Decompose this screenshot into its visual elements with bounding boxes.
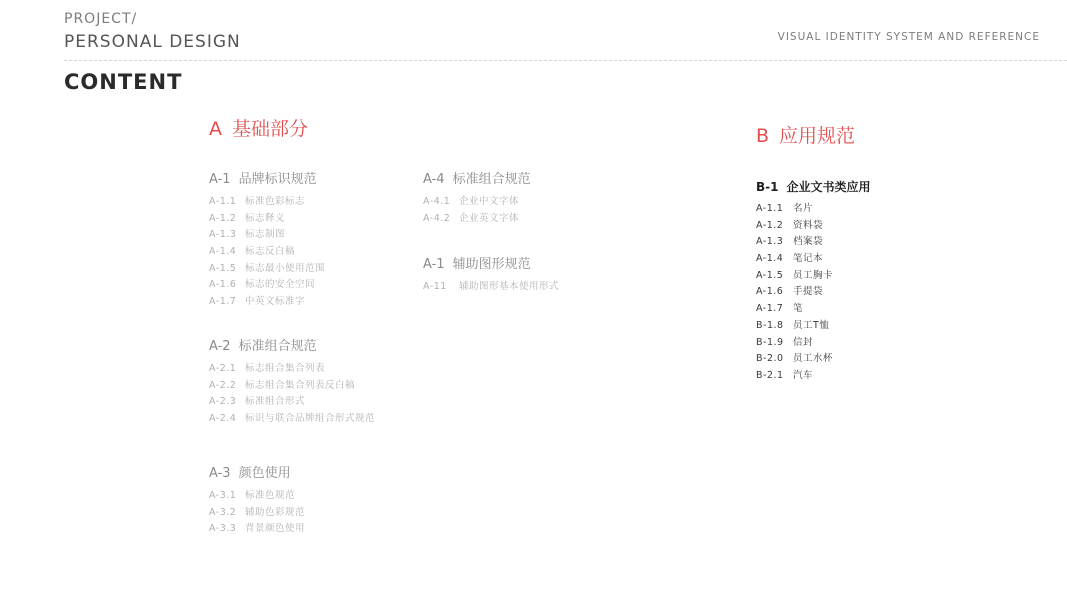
group-title: 标准组合规范 (238, 339, 317, 354)
item-label: 资料袋 (793, 219, 824, 231)
group-a1-auxiliary (423, 255, 559, 296)
group-title: 辅助图形规范 (452, 257, 531, 272)
item-number: A-4.2 (423, 212, 451, 224)
item-label: 中英文标准字 (245, 296, 306, 308)
group-code: B-1 (756, 180, 779, 194)
item-list (209, 194, 325, 311)
item-label: 标准色彩标志 (245, 196, 306, 207)
list-item (756, 335, 871, 352)
section-a-title: 基础部分 (232, 118, 309, 140)
group-a2 (209, 337, 375, 428)
group-heading (209, 337, 375, 357)
item-number: A-2.2 (209, 379, 237, 391)
item-label: 标准组合形式 (245, 396, 306, 408)
item-list (209, 488, 305, 538)
item-list (756, 201, 871, 385)
list-item (209, 194, 325, 211)
item-label: 辅助色彩规范 (245, 506, 306, 518)
item-number: A-2.1 (209, 363, 237, 374)
list-item (423, 279, 559, 296)
list-item (209, 227, 325, 244)
section-b-title: 应用规范 (779, 125, 856, 147)
content-title: CONTENT (64, 70, 183, 94)
group-code: A-1 (209, 172, 231, 187)
item-label: 汽车 (793, 369, 814, 381)
item-label: 标志反白稿 (245, 246, 296, 258)
item-number: B-1.8 (756, 319, 784, 331)
list-item (423, 211, 531, 228)
list-item (209, 505, 305, 522)
item-number: A-2.3 (209, 396, 237, 408)
section-b-heading (756, 121, 855, 148)
section-a-heading (209, 114, 308, 141)
group-a1 (209, 170, 325, 311)
group-a3 (209, 464, 305, 538)
item-list (423, 194, 531, 227)
item-number: A-1.5 (756, 269, 784, 281)
item-label: 企业英文字体 (459, 212, 520, 224)
item-label: 标志释义 (245, 212, 286, 224)
item-label: 标准色规范 (245, 490, 296, 501)
list-item (209, 488, 305, 505)
group-title: 颜色使用 (238, 466, 291, 481)
group-heading (756, 177, 871, 197)
item-number: A-1.7 (756, 303, 784, 315)
group-heading (209, 170, 325, 190)
group-a4 (423, 170, 531, 227)
item-label: 员工胸卡 (793, 269, 834, 281)
item-number: B-2.1 (756, 369, 784, 381)
header-divider (64, 60, 1067, 61)
item-number: A-1.7 (209, 296, 237, 308)
list-item (209, 211, 325, 228)
item-list (209, 361, 375, 428)
list-item (209, 394, 375, 411)
item-number: A-2.4 (209, 413, 237, 425)
item-label: 标志组合集合列表反白稿 (245, 379, 356, 391)
item-label: 标志最小使用范围 (245, 262, 326, 274)
item-number: A-1.4 (756, 253, 784, 265)
list-item (756, 318, 871, 335)
group-heading (209, 464, 305, 484)
list-item (209, 378, 375, 395)
item-number: A-3.1 (209, 490, 237, 501)
group-code: A-2 (209, 339, 231, 354)
item-label: 背景颜色使用 (245, 523, 306, 535)
list-item (209, 261, 325, 278)
list-item (209, 294, 325, 311)
item-number: A-4.1 (423, 196, 451, 207)
tagline: VISUAL IDENTITY SYSTEM AND REFERENCE (777, 31, 1040, 43)
item-number: A-1.6 (209, 279, 237, 291)
project-label: PROJECT/ (64, 11, 138, 27)
item-label: 标识与联合品牌组合形式规范 (245, 413, 376, 425)
list-item (209, 521, 305, 538)
item-label: 标志的安全空间 (245, 279, 316, 291)
item-number: A-3.3 (209, 523, 237, 535)
item-label: 企业中文字体 (459, 196, 520, 207)
list-item (756, 351, 871, 368)
group-title: 标准组合规范 (452, 172, 531, 187)
item-label: 员工水杯 (793, 353, 834, 365)
item-label: 笔记本 (793, 253, 824, 265)
item-number: A-1.2 (209, 212, 237, 224)
item-label: 笔 (793, 303, 804, 315)
group-title: 品牌标识规范 (238, 172, 317, 187)
item-number: B-1.9 (756, 336, 784, 348)
item-label: 名片 (793, 203, 814, 214)
item-number: A-3.2 (209, 506, 237, 518)
group-code: A-1 (423, 257, 445, 272)
item-number: A-1.3 (209, 229, 237, 241)
list-item (756, 301, 871, 318)
list-item (423, 194, 531, 211)
list-item (756, 201, 871, 218)
group-title: 企业文书类应用 (786, 180, 871, 194)
list-item (209, 361, 375, 378)
list-item (209, 277, 325, 294)
list-item (756, 368, 871, 385)
list-item (756, 284, 871, 301)
section-b-letter: B (756, 125, 770, 147)
list-item (756, 218, 871, 235)
project-subtitle: PERSONAL DESIGN (64, 32, 241, 52)
item-label: 手提袋 (793, 286, 824, 298)
item-number: A-1.3 (756, 236, 784, 248)
item-number: B-2.0 (756, 353, 784, 365)
item-label: 标志组合集合列表 (245, 363, 326, 374)
item-number: A-1.6 (756, 286, 784, 298)
list-item (756, 268, 871, 285)
item-list (423, 279, 559, 296)
group-b1 (756, 177, 871, 385)
item-number: A-1.1 (756, 203, 784, 214)
item-number: A-1.4 (209, 246, 237, 258)
item-number: A-1.5 (209, 262, 237, 274)
item-label: 标志制图 (245, 229, 286, 241)
item-label: 信封 (793, 336, 814, 348)
group-code: A-4 (423, 172, 445, 187)
list-item (756, 234, 871, 251)
list-item (209, 244, 325, 261)
item-number: A-11 (423, 281, 447, 292)
item-label: 员工T恤 (793, 319, 830, 331)
item-number: A-1.1 (209, 196, 237, 207)
group-heading (423, 170, 531, 190)
item-label: 档案袋 (793, 236, 824, 248)
list-item (756, 251, 871, 268)
group-code: A-3 (209, 466, 231, 481)
item-number: A-1.2 (756, 219, 784, 231)
group-heading (423, 255, 559, 275)
list-item (209, 411, 375, 428)
item-label: 辅助图形基本使用形式 (459, 281, 560, 292)
section-a-letter: A (209, 118, 222, 140)
